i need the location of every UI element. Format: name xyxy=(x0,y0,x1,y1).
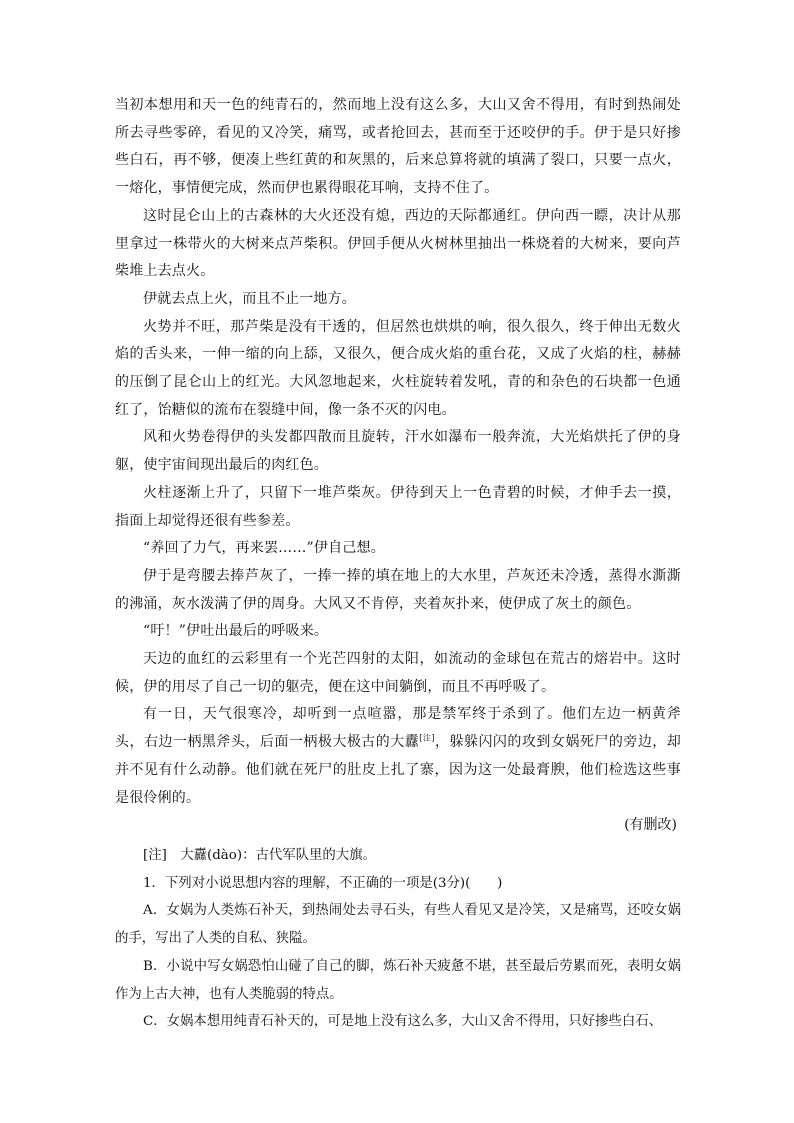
paragraph-11-text-start: 有一日，天气很寒冷，却听到一点喧嚣，那是禁军终于杀到了。他们左边一柄黄斧头，右边一柄黑斧头，后面一柄极大极古的大纛 xyxy=(115,706,681,751)
passage-paragraph-9: “吁！”伊吐出最后的呼吸来。 xyxy=(143,623,329,640)
passage-paragraph-7: “养回了力气，再来罢……”伊自己想。 xyxy=(143,540,385,557)
passage-paragraph-2: 这时昆仑山上的古森林的大火还没有熄，西边的天际都通红。伊向西一瞟，决计从那里拿过一株带火的大树来点芦柴积。伊回手便从火树林里抽出一株烧着的大树来，要向芦柴堆上去点火。 xyxy=(115,207,681,280)
question-1-option-b: B．小说中写女娲恐怕山碰了自己的脚，炼石补天疲惫不堪，甚至最后劳累而死，表明女娲作为上古大神，也有人类脆弱的特点。 xyxy=(115,958,681,1002)
passage-paragraph-4: 火势并不旺，那芦柴是没有干透的，但居然也烘烘的响，很久很久，终于伸出无数火焰的舌头来，一伸一缩的向上舔，又很久，便合成火焰的重台花，又成了火焰的柱，赫赫的压倒了昆仑山上的红光。大风忽地起来，火柱旋转着发吼，青的和杂色的石块都一色通红了，饴糖似的流布在裂缝中间，像一条不灭的闪电。 xyxy=(115,318,681,418)
source-note: (有删改) xyxy=(624,817,677,834)
paragraph-11-text-end: ，躲躲闪闪的攻到女娲死尸的旁边，却并不见有什么动静。他们就在死尸的肚皮上扎了寨，因为这一处最膏腴，他们检选这些事是很伶俐的。 xyxy=(115,734,681,806)
passage-paragraph-10: 天边的血红的云彩里有一个光芒四射的太阳，如流动的金球包在荒古的熔岩中。这时候，伊的用尽了自己一切的躯壳，便在这中间躺倒，而且不再呼吸了。 xyxy=(115,651,681,695)
passage-paragraph-6: 火柱逐渐上升了，只留下一堆芦柴灰。伊待到天上一色青碧的时候，才伸手去一摸，指面上却觉得还很有些参差。 xyxy=(115,484,681,529)
passage-paragraph-5: 风和火势卷得伊的头发都四散而且旋转，汗水如瀑布一般奔流，大光焰烘托了伊的身躯，使宇宙间现出最后的肉红色。 xyxy=(115,429,681,474)
passage-paragraph-8: 伊于是弯腰去捧芦灰了，一捧一捧的填在地上的大水里，芦灰还未冷透，蒸得水澌澌的沸涌，灰水泼满了伊的周身。大风又不肯停，夹着灰扑来，使伊成了灰土的颜色。 xyxy=(115,567,681,612)
passage-paragraph-1: 当初本想用和天一色的纯青石的，然而地上没有这么多，大山又舍不得用，有时到热闹处所去寻些零碎，看见的又冷笑，痛骂，或者抢回去，甚而至于还咬伊的手。伊于是只好掺些白石，再不够，便凑上些红黄的和灰黑的，后来总算将就的填满了裂口，只要一点火，一熔化，事情便完成，然而伊也累得眼花耳响，支持不住了。 xyxy=(115,97,681,197)
question-1-option-c: C．女娲本想用纯青石补天的，可是地上没有这么多，大山又舍不得用，只好掺些白石、 xyxy=(143,1014,663,1030)
text-block xyxy=(115,92,681,1036)
passage-paragraph-3: 伊就去点上火，而且不止一地方。 xyxy=(143,290,356,307)
question-1-option-a: A．女娲为人类炼石补天，到热闹处去寻石头，有些人看见又是冷笑，又是痛骂，还咬女娲的手，写出了人类的自私、狭隘。 xyxy=(115,903,681,947)
footnote: [注] 大纛(dào)：古代军队里的大旗。 xyxy=(143,847,376,863)
passage-paragraph-11 xyxy=(115,701,681,812)
footnote-marker: [注] xyxy=(419,733,435,743)
question-1-stem: 1．下列对小说思想内容的理解，不正确的一项是(3分)( ) xyxy=(143,875,503,891)
